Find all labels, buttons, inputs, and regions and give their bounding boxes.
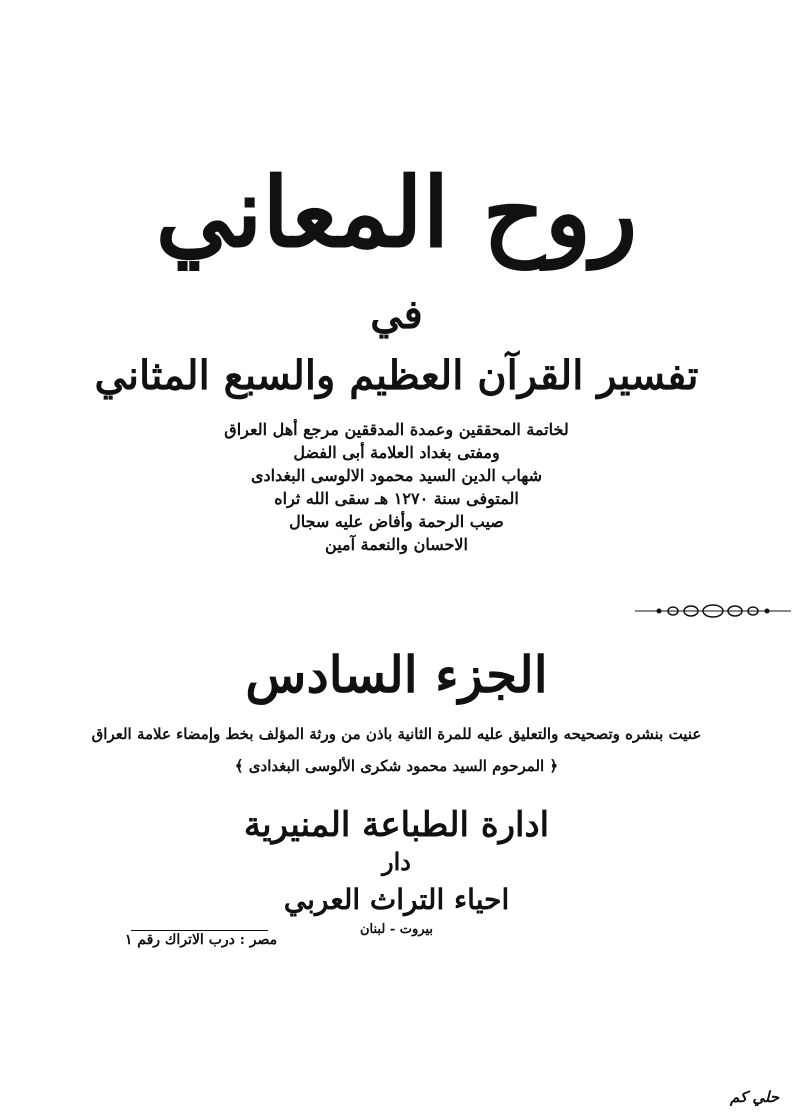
book-title: روح المعاني <box>155 156 638 269</box>
author-line: المتوفى سنة ١٢٧٠ هـ سقى الله ثراه <box>274 489 519 508</box>
author-line: شهاب الدين السيد محمود الالوسى البغدادى <box>250 466 543 485</box>
author-line: لخاتمة المحققين وعمدة المدققين مرجع أهل العراق <box>224 420 569 439</box>
corner-mark: حلي كم <box>730 1088 780 1106</box>
volume-label: الجزء السادس <box>245 645 548 704</box>
publisher-name: ادارة الطباعة المنيرية <box>243 805 550 845</box>
ornament-divider-icon <box>633 600 793 622</box>
publisher-connector: دار <box>382 847 411 876</box>
publisher-name-secondary: احياء التراث العربي <box>283 883 510 916</box>
editor-note <box>90 718 703 782</box>
address-rule <box>131 930 268 931</box>
author-line: الاحسان والنعمة آمين <box>325 535 468 554</box>
author-line: صيب الرحمة وأفاض عليه سجال <box>289 512 504 531</box>
note-line: عنيت بنشره وتصحيحه والتعليق عليه للمرة الثانية باذن من ورثة المؤلف بخط وإمضاء علامة العراق <box>91 725 702 743</box>
book-subtitle: تفسير القرآن العظيم والسبع المثاني <box>94 352 699 399</box>
publisher-city: بيروت - لبنان <box>360 922 433 937</box>
author-line: ومفتى بغداد العلامة أبى الفضل <box>293 443 500 462</box>
note-line: ﴿ المرحوم السيد محمود شكرى الألوسى البغدادى ﴾ <box>234 757 559 775</box>
egypt-address: مصر : درب الاتراك رقم ١ <box>124 932 278 948</box>
title-connector: في <box>370 291 423 338</box>
author-block <box>200 418 593 556</box>
